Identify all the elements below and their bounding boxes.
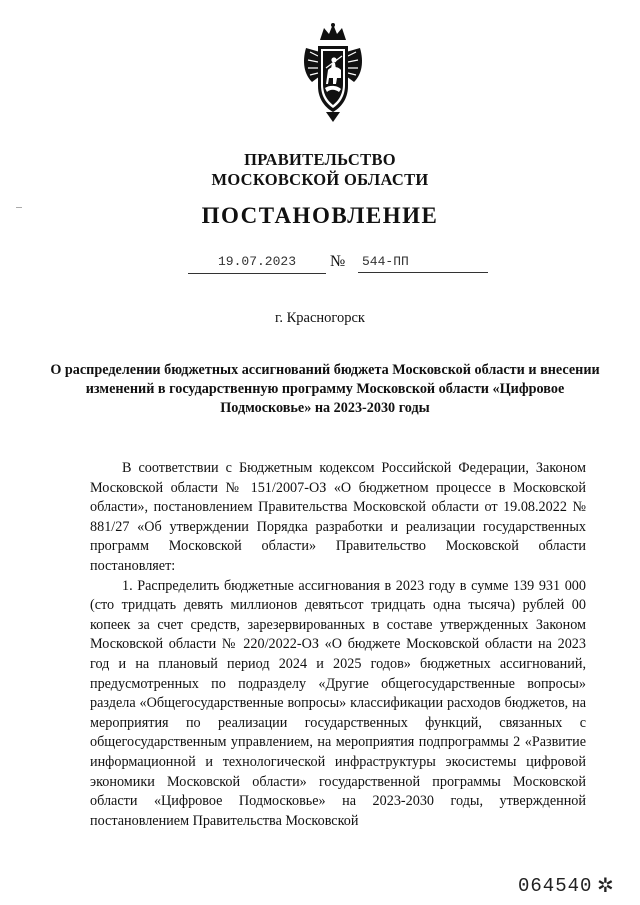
body-paragraph-1: В соответствии с Бюджетным кодексом Российской Федерации, Законом Московской области № 151/2007-ОЗ «О бюджетном процессе в Московской области», постановлением Правительства Московской области от 19.08.2022 № 881/27 «Об утверждении Порядка разработки и реализации государственных программ Московской области» Правительство Московской области постановляет: [90,460,586,574]
authority-name-line1: ПРАВИТЕЛЬСТВО [244,150,396,169]
document-number: 544-ПП [358,253,488,273]
city-name: г. Красногорск [275,310,365,326]
body-paragraph-2: 1. Распределить бюджетные ассигнования в 2023 году в сумме 139 931 000 (сто тридцать девять миллионов девятьсот тридцать одна тысяча) рублей 00 копеек за счет средств, зарезервированных в составе утвержденных Законом Московской области № 220/2022-ОЗ «О бюджете Московской области на 2023 год и на плановый период 2024 и 2025 годов» бюджетных ассигнований, предусмотренных по подразделу «Другие общегосударственные вопросы» раздела «Общегосударственные вопросы» классификации расходов бюджетов, на мероприятия по реализации государственных функций, связанных с общегосударственным управлением, на мероприятия подпрограммы 2 «Развитие информационной и технологической инфраструктуры экосистемы цифровой экономики Московской области» государственной программы Московской области «Цифровое Подмосковье» на 2023-2030 годы, утвержденной постановлением Правительства Московской [90,577,586,829]
document-body [90,459,586,831]
moscow-region-coat-of-arms-icon [298,22,368,124]
document-type: ПОСТАНОВЛЕНИЕ [201,203,439,228]
authority-name-line2: МОСКОВСКОЙ ОБЛАСТИ [211,170,429,189]
document-date: 19.07.2023 [188,253,326,274]
registration-number: 064540 [518,875,593,897]
asterisk-mark-icon: ✲ [597,873,614,897]
document-title: О распределении бюджетных ассигнований бюджета Московской области и внесении изменений в государственную программу Московской области «Цифровое Подмосковье» на 2023-2030 годы [50,362,600,416]
number-sign: № [330,253,346,270]
